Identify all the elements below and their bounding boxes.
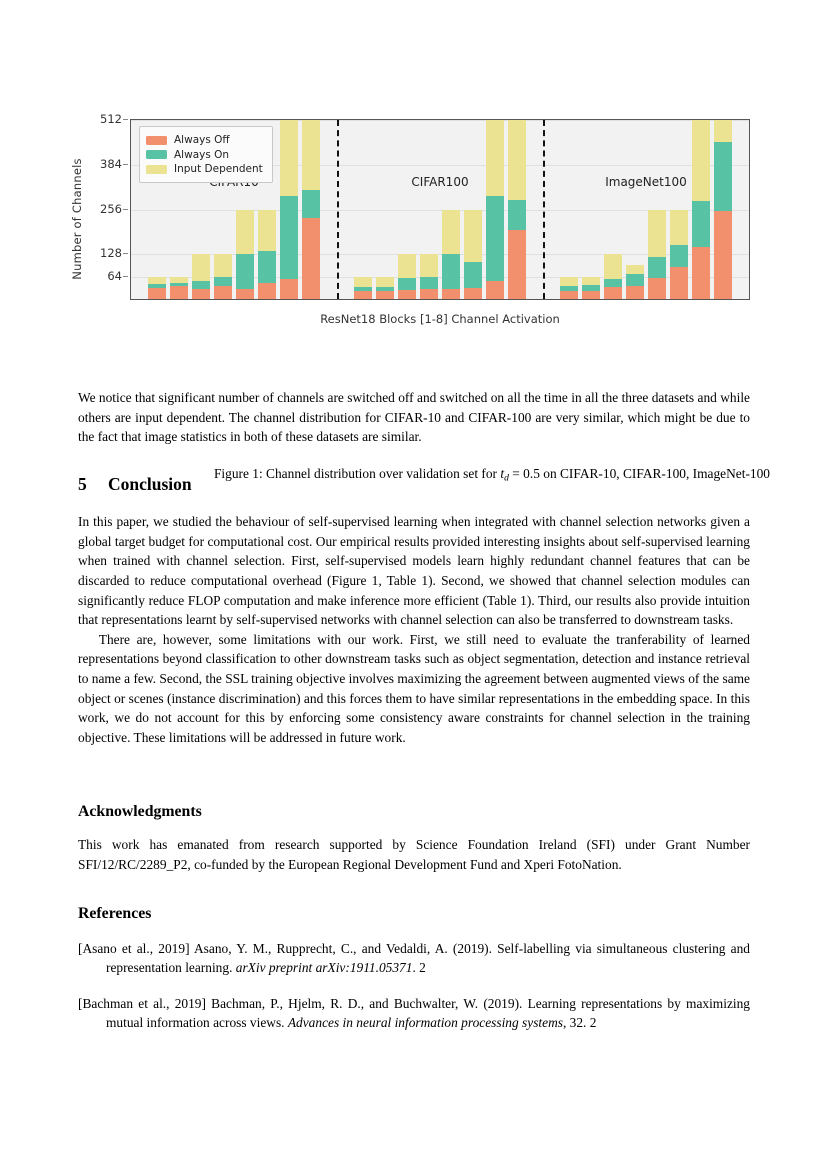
bar-segment-always-off: [464, 288, 482, 299]
bar-segment-always-on: [582, 285, 600, 291]
bar-segment-input-dependent: [486, 120, 504, 196]
bar-segment-always-off: [604, 287, 622, 299]
y-tick-384: 384: [100, 156, 122, 171]
bar-segment-input-dependent: [302, 120, 320, 190]
bar-segment-always-on: [236, 254, 254, 288]
legend-label-always-off: Always Off: [174, 134, 230, 146]
references-block: [78, 905, 750, 1033]
bar-segment-always-off: [626, 286, 644, 299]
bar-segment-input-dependent: [420, 254, 438, 276]
bar-segment-always-off: [486, 281, 504, 299]
bar-segment-always-on: [626, 274, 644, 286]
bar-imagenet100-block-7: [692, 120, 710, 299]
bar-segment-input-dependent: [376, 277, 394, 287]
bar-segment-always-on: [192, 281, 210, 289]
reference-venue: Advances in neural information processing systems: [287, 1015, 563, 1031]
conclusion-paragraph-2: There are, however, some limitations with our work. First, we still need to evaluate the tranferability of learned representations beyond classification to other downstream tasks such as object segmentation, detection and instance retrieval to name a few. Second, the SSL training objective involves maximizing the agreement between augmented views of the same object or scenes (instance discrimination) and this forces them to have similar representations in the embedding space. In this work, we do not account for this by enforcing some consistency aware constraints for channel selection in the training objective. These limitations will be addressed in future work.: [78, 631, 750, 745]
references-heading: References: [78, 905, 152, 922]
panel-label-cifar100: CIFAR100: [411, 174, 469, 189]
bar-segment-always-off: [148, 288, 166, 299]
bar-segment-input-dependent: [714, 120, 732, 142]
conclusion-paragraph-1: In this paper, we studied the behaviour of self-supervised learning when integrated with channel selection networks given a global target budget for computational cost. Our empirical results provided interesting insights about self-supervised learning when trained with channel selection. First, self-supervised models learn highly redundant channel features that can be discarded to reduce computational overhead (Figure 1, Table 1). Second, we showed that channel selection modules can significantly reduce FLOP computation and make inference more efficient (Table 1). Third, our results also provide intuition that representations learnt by self-supervised networks with channel selection can also be transferred to downstream tasks.: [78, 514, 750, 628]
bar-segment-input-dependent: [170, 277, 188, 284]
gridline-512: [131, 120, 749, 121]
conclusion-heading-block: [78, 474, 750, 495]
reference-tag: [Asano et al., 2019]: [78, 941, 190, 956]
bar-segment-always-off: [280, 279, 298, 299]
bar-segment-always-on: [714, 142, 732, 211]
acknowledgments-text: This work has emanated from research supported by Science Foundation Ireland (SFI) under Grant Number SFI/12/RC/2289_P2, co-funded by the European Regional Development Fund and Xperi FotoNation.: [78, 837, 750, 872]
bar-segment-always-off: [214, 286, 232, 299]
bar-segment-always-off: [714, 211, 732, 299]
bar-segment-always-off: [354, 291, 372, 299]
legend-swatch-always-off: [146, 136, 167, 145]
y-tick-128: 128: [100, 246, 122, 261]
bar-segment-input-dependent: [148, 277, 166, 285]
acknowledgments-block: [78, 803, 750, 874]
bar-segment-input-dependent: [670, 210, 688, 246]
bar-cifar100-block-4: [420, 254, 438, 299]
panel-divider: [543, 120, 545, 299]
y-axis-label: Number of Channels: [70, 158, 84, 280]
reference-tail: . 2: [412, 960, 426, 976]
bar-cifar100-block-7: [486, 120, 504, 299]
bar-imagenet100-block-3: [604, 254, 622, 299]
y-tick-512: 512: [100, 112, 122, 126]
bar-segment-always-off: [508, 230, 526, 299]
bar-segment-always-off: [170, 286, 188, 299]
bar-imagenet100-block-2: [582, 277, 600, 299]
y-tick-64: 64: [107, 268, 122, 283]
caption-suffix: on CIFAR-10, CIFAR-100, ImageNet-100: [539, 466, 771, 481]
bar-cifar10-block-4: [214, 254, 232, 299]
bar-cifar10-block-2: [170, 277, 188, 299]
bar-segment-always-on: [464, 262, 482, 288]
bar-segment-input-dependent: [280, 120, 298, 196]
legend-item-always-off: [146, 134, 263, 147]
bar-segment-always-on: [604, 279, 622, 287]
bar-segment-always-off: [398, 290, 416, 299]
bar-segment-always-off: [236, 289, 254, 299]
paragraph-after-figure: We notice that significant number of channels are switched off and switched on all the time in all the three datasets and while others are input dependent. The channel distribution for CIFAR-10 and CIFAR-100 are very similar, which might be due to the fact that image statistics in both of these datasets are similar.: [78, 390, 750, 445]
caption-math-base: t: [500, 466, 505, 481]
reference-tag: [Bachman et al., 2019]: [78, 995, 206, 1011]
legend-swatch-input-dependent: [146, 165, 167, 174]
bar-segment-always-off: [692, 247, 710, 299]
bar-segment-always-off: [582, 291, 600, 299]
panel-divider: [337, 120, 339, 299]
bar-cifar10-block-8: [302, 120, 320, 299]
reference-authors-title: Asano, Y. M., Rupprecht, C., and Vedaldi, A. (2019). Self-labelling via simultaneous clustering and representation learning.: [106, 941, 751, 976]
bar-segment-input-dependent: [354, 277, 372, 287]
bar-segment-always-on: [648, 257, 666, 278]
bar-segment-always-off: [648, 278, 666, 299]
plot-area: [130, 119, 750, 300]
acknowledgments-heading: Acknowledgments: [78, 803, 202, 820]
panel-label-imagenet100: ImageNet100: [605, 174, 687, 189]
legend-item-input-dependent: [146, 163, 263, 176]
bar-cifar100-block-8: [508, 120, 526, 299]
bar-cifar10-block-7: [280, 120, 298, 299]
bar-cifar100-block-5: [442, 210, 460, 300]
conclusion-number: 5: [78, 474, 87, 494]
bar-segment-input-dependent: [398, 254, 416, 278]
bar-segment-always-on: [170, 283, 188, 286]
bar-segment-input-dependent: [236, 210, 254, 255]
conclusion-heading: [78, 474, 750, 495]
bar-segment-always-on: [486, 196, 504, 281]
bar-segment-always-off: [420, 289, 438, 299]
y-tick-256: 256: [100, 201, 122, 216]
bar-segment-always-on: [148, 284, 166, 287]
bar-imagenet100-block-5: [648, 210, 666, 300]
bar-segment-always-on: [280, 196, 298, 279]
bar-segment-always-off: [560, 291, 578, 299]
legend-label-input-dependent: Input Dependent: [174, 163, 263, 175]
paragraph-after-figure-block: [78, 388, 750, 447]
bar-segment-always-on: [398, 278, 416, 290]
bar-segment-input-dependent: [464, 210, 482, 262]
bar-imagenet100-block-1: [560, 277, 578, 299]
bar-cifar100-block-2: [376, 277, 394, 299]
bar-segment-always-on: [302, 190, 320, 218]
bar-cifar100-block-6: [464, 210, 482, 300]
bar-segment-always-off: [302, 218, 320, 299]
bar-segment-input-dependent: [648, 210, 666, 258]
bar-segment-input-dependent: [192, 254, 210, 281]
bar-cifar10-block-5: [236, 210, 254, 300]
chart-legend: [139, 126, 273, 183]
legend-swatch-always-on: [146, 150, 167, 159]
y-axis-ticks: [78, 110, 128, 328]
caption-math-subscript: d: [504, 472, 509, 484]
conclusion-body: [78, 512, 750, 748]
bar-segment-input-dependent: [560, 277, 578, 286]
bar-segment-always-on: [560, 286, 578, 292]
reference-venue: arXiv preprint arXiv:1911.05371: [235, 960, 413, 976]
bar-segment-always-off: [670, 267, 688, 299]
bar-segment-input-dependent: [582, 277, 600, 285]
bar-segment-input-dependent: [442, 210, 460, 255]
reference-tail: , 32. 2: [562, 1015, 597, 1031]
bar-segment-input-dependent: [626, 265, 644, 273]
bar-cifar10-block-6: [258, 210, 276, 300]
bar-segment-always-on: [420, 277, 438, 289]
reference-authors-title: Bachman, P., Hjelm, R. D., and Buchwalter, W. (2019). Learning representations by maximizing mutual information across views.: [106, 995, 750, 1031]
bar-segment-always-on: [692, 201, 710, 247]
bar-cifar100-block-3: [398, 254, 416, 299]
bar-segment-always-on: [508, 200, 526, 230]
bar-segment-always-on: [670, 245, 688, 267]
bar-segment-input-dependent: [508, 120, 526, 200]
bar-segment-always-on: [214, 277, 232, 287]
bar-cifar10-block-3: [192, 254, 210, 299]
bar-imagenet100-block-8: [714, 120, 732, 299]
bar-segment-input-dependent: [214, 254, 232, 276]
bar-segment-input-dependent: [604, 254, 622, 278]
bar-segment-always-off: [376, 291, 394, 299]
bar-cifar100-block-1: [354, 277, 372, 299]
bar-segment-always-on: [376, 287, 394, 291]
bar-segment-always-on: [354, 287, 372, 291]
bar-segment-always-off: [442, 289, 460, 299]
bar-segment-input-dependent: [258, 210, 276, 251]
bar-segment-always-on: [258, 251, 276, 283]
caption-math-rest: = 0.5: [508, 466, 540, 481]
legend-label-always-on: Always On: [174, 148, 230, 161]
bar-segment-always-off: [258, 283, 276, 299]
caption-prefix: Figure 1: Channel distribution over validation set for: [213, 466, 501, 481]
conclusion-title: Conclusion: [108, 474, 192, 494]
reference-item: [78, 939, 750, 978]
bar-segment-input-dependent: [692, 120, 710, 201]
legend-item-always-on: [146, 148, 263, 161]
bar-segment-always-on: [442, 254, 460, 288]
bar-imagenet100-block-6: [670, 210, 688, 300]
x-axis-label: ResNet18 Blocks [1-8] Channel Activation: [320, 312, 560, 326]
bar-imagenet100-block-4: [626, 265, 644, 299]
reference-item: [78, 994, 750, 1033]
channel-distribution-chart: [70, 110, 750, 328]
bar-cifar10-block-1: [148, 277, 166, 299]
bar-segment-always-off: [192, 289, 210, 299]
